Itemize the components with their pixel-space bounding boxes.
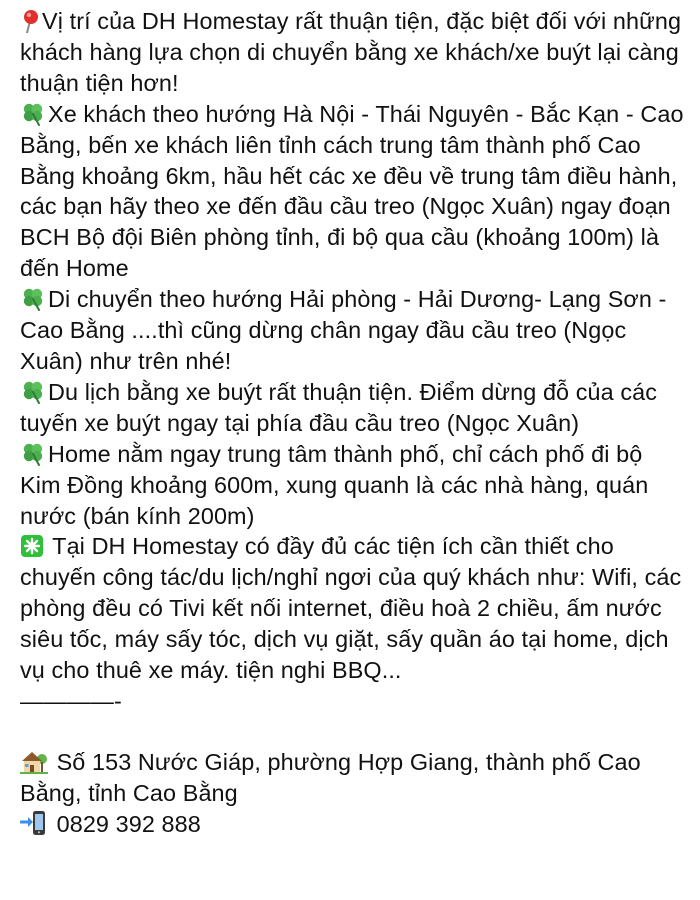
route-haiphong-paragraph — [20, 284, 686, 377]
location-paragraph — [20, 439, 686, 532]
round-pushpin-icon — [20, 9, 40, 33]
four-leaf-clover-icon — [20, 380, 46, 404]
bus-paragraph — [20, 377, 686, 439]
eight-spoked-asterisk-icon — [20, 534, 44, 558]
route-hanoi-paragraph — [20, 99, 686, 284]
intro-paragraph — [20, 6, 686, 99]
amenities-paragraph — [20, 531, 686, 686]
divider-line: ————- — [20, 687, 122, 714]
phone-paragraph — [20, 809, 686, 840]
route-haiphong-text: Di chuyển theo hướng Hải phòng - Hải Dương- Lạng Sơn - Cao Bằng ....thì cũng dừng chân ngay đầu cầu treo (Ngọc Xuân) như trên nhé! — [20, 286, 667, 374]
four-leaf-clover-icon — [20, 102, 46, 126]
address-text: Số 153 Nước Giáp, phường Hợp Giang, thành phố Cao Bằng, tỉnh Cao Bằng — [20, 748, 641, 806]
bus-text: Du lịch bằng xe buýt rất thuận tiện. Điểm dừng đỗ của các tuyến xe buýt ngay tại phía đầu cầu treo (Ngọc Xuân) — [20, 378, 658, 436]
four-leaf-clover-icon — [20, 287, 46, 311]
four-leaf-clover-icon — [20, 442, 46, 466]
location-text: Home nằm ngay trung tâm thành phố, chỉ cách phố đi bộ Kim Đồng khoảng 600m, xung quanh là các nhà hàng, quán nước (bán kính 200m) — [20, 440, 649, 529]
amenities-text: Tại DH Homestay có đầy đủ các tiện ích cần thiết cho chuyến công tác/du lịch/nghỉ ngơi của quý khách như: Wifi, các phòng đều có Tivi kết nối internet, điều hoà 2 chiều, ấm nước siêu tốc, máy sấy tóc, dịch vụ giặt, sấy quần áo tại home, dịch vụ cho thuê xe máy. tiện nghi BBQ... — [20, 533, 682, 684]
mobile-phone-with-arrow-icon — [20, 810, 48, 836]
house-with-garden-icon — [20, 750, 48, 774]
blank-line — [20, 717, 686, 747]
intro-text: Vị trí của DH Homestay rất thuận tiện, đặc biệt đối với những khách hàng lựa chọn di chuyển bằng xe khách/xe buýt lại càng thuận tiện hơn! — [20, 8, 682, 96]
route-hanoi-text: Xe khách theo hướng Hà Nội - Thái Nguyên - Bắc Kạn - Cao Bằng, bến xe khách liên tỉnh cách trung tâm thành phố Cao Bằng khoảng 6km, hầu hết các xe đều về trung tâm điều hành, các bạn hãy theo xe đến đầu cầu treo (Ngọc Xuân) ngay đoạn BCH Bộ đội Biên phòng tỉnh, đi bộ qua cầu (khoảng 100m) là đến Home — [20, 100, 684, 282]
phone-text: 0829 392 888 — [50, 810, 201, 837]
address-paragraph — [20, 747, 686, 809]
